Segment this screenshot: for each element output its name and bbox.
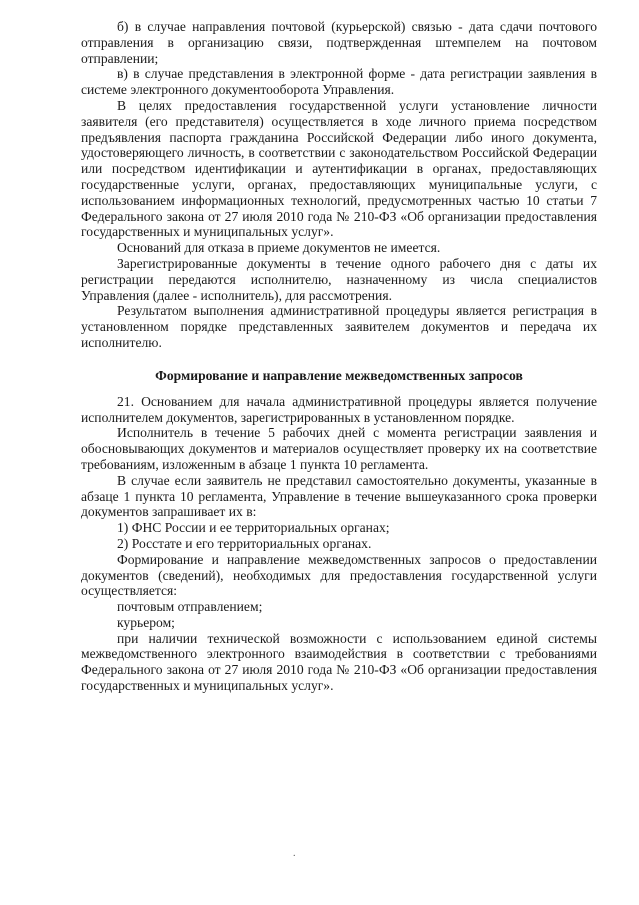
section-heading: Формирование и направление межведомственных запросов: [155, 367, 523, 383]
paragraph-request-documents: В случае если заявитель не представил самостоятельно документы, указанные в абзаце 1 пункта 10 регламента, Управление в течение вышеуказанного срока проверки документов запрашивает их в:: [81, 472, 597, 520]
paragraph-request-methods: Формирование и направление межведомственных запросов о предоставлении документов (сведений), необходимых для предоставления государственной услуги осуществляется:: [81, 551, 597, 599]
list-item-courier: курьером;: [117, 614, 175, 630]
paragraph-electronic-date: в) в случае представления в электронной форме - дата регистрации заявления в системе электронного документооборота Управления.: [81, 66, 597, 98]
footer-mark: .: [293, 848, 296, 859]
list-item-rosstat: 2) Росстате и его территориальных органах.: [117, 535, 372, 551]
paragraph-identity-verification: В целях предоставления государственной услуги установление личности заявителя (его представителя) осуществляется в ходе личного приема посредством предъявления паспорта гражданина Российской Федерации либо иного документа, удостоверяющего личность, в соответствии с законодательством Российской Федерации или посредством идентификации и аутентификации в органах, предоставляющих государственные услуги, органах, предоставляющих муниципальные услуги, с использованием информационных технологий, предусмотренных частью 10 статьи 7 Федерального закона от 27 июля 2010 года № 210-ФЗ «Об организации предоставления государственных и муниципальных услуг».: [81, 97, 597, 240]
list-item-postal: почтовым отправлением;: [117, 599, 263, 615]
paragraph-no-refusal-grounds: Оснований для отказа в приеме документов не имеется.: [117, 240, 441, 256]
list-item-fns: 1) ФНС России и ее территориальных органах;: [117, 520, 390, 536]
paragraph-procedure-result: Результатом выполнения административной процедуры является регистрация в установленном порядке представленных заявителем документов и передача их исполнителю.: [81, 303, 597, 350]
paragraph-21-basis: 21. Основанием для начала административной процедуры является получение исполнителем документов, зарегистрированных в установленном порядке.: [81, 393, 597, 425]
paragraph-transfer-to-executor: Зарегистрированные документы в течение одного рабочего дня с даты их регистрации передаются исполнителю, назначенному из числа специалистов Управления (далее - исполнитель), для рассмотрения.: [81, 255, 597, 303]
paragraph-postal-date: б) в случае направления почтовой (курьерской) связью - дата сдачи почтового отправления в организацию связи, подтвержденная штемпелем на почтовом отправлении;: [81, 19, 597, 66]
paragraph-executor-check: Исполнитель в течение 5 рабочих дней с момента регистрации заявления и обосновывающих документов и материалов осуществляет проверку их на соответствие требованиям, изложенным в абзаце 1 пункта 10 регламента.: [81, 425, 597, 472]
paragraph-electronic-interaction: при наличии технической возможности с использованием единой системы межведомственного электронного взаимодействия в соответствии с требованиями Федерального закона от 27 июля 2010 года № 210-ФЗ «Об организации предоставления государственных и муниципальных услуг».: [81, 630, 597, 694]
